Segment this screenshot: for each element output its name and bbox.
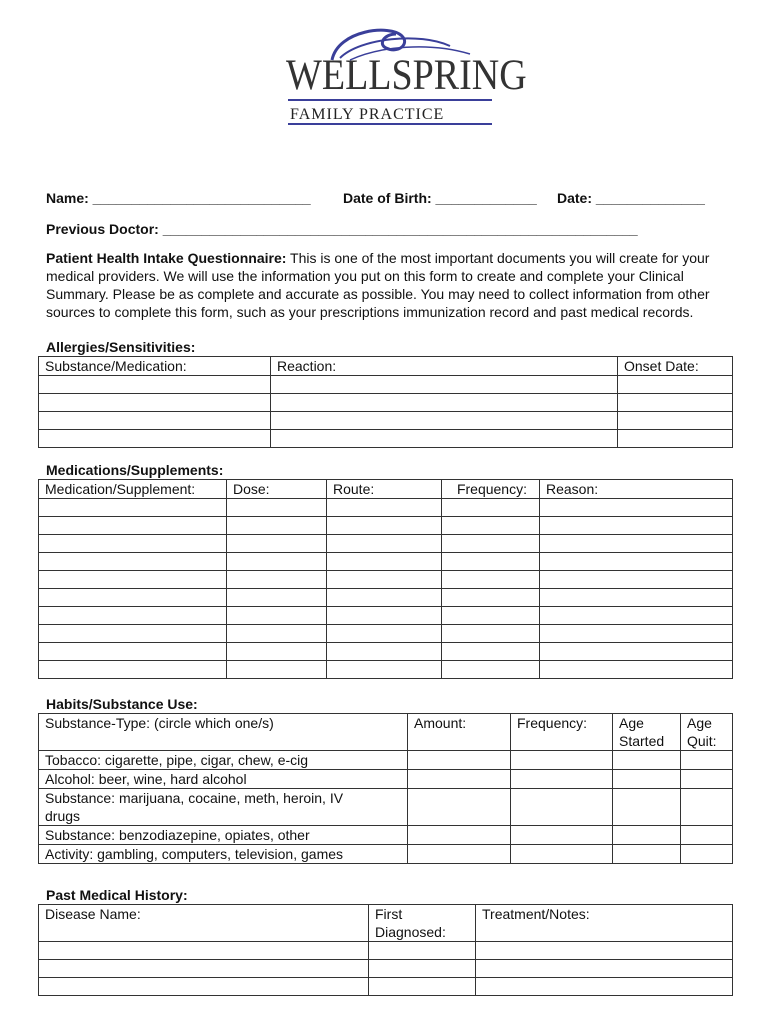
previous-doctor-field[interactable]: Previous Doctor: _____________________________________________________________: [46, 221, 638, 237]
table-cell[interactable]: [39, 625, 227, 643]
table-row: [39, 412, 733, 430]
table-cell[interactable]: [442, 553, 540, 571]
table-row: [39, 394, 733, 412]
table-cell[interactable]: [442, 643, 540, 661]
table-cell[interactable]: [540, 553, 733, 571]
table-cell[interactable]: [540, 535, 733, 553]
medications-title: Medications/Supplements:: [46, 462, 224, 478]
row-label: Alcohol: beer, wine, hard alcohol: [39, 770, 408, 789]
table-row: [39, 770, 733, 789]
table-cell[interactable]: [39, 607, 227, 625]
table-cell[interactable]: [511, 826, 613, 845]
table-cell[interactable]: [540, 661, 733, 679]
table-row: [39, 430, 733, 448]
table-header-row: [39, 357, 733, 376]
table-cell[interactable]: [540, 625, 733, 643]
table-row: [39, 960, 733, 978]
row-label: Activity: gambling, computers, television, games: [39, 845, 408, 864]
table-row: [39, 376, 733, 394]
logo-main-text: WELLSPRING: [286, 51, 527, 100]
table-cell[interactable]: [271, 394, 618, 412]
column-header: Treatment/Notes:: [476, 905, 733, 942]
table-cell[interactable]: [540, 589, 733, 607]
table-header-row: [39, 480, 733, 499]
table-cell[interactable]: [476, 960, 733, 978]
table-row: [39, 789, 733, 826]
table-cell[interactable]: [369, 978, 476, 996]
table-cell[interactable]: [39, 430, 271, 448]
habits-table: [38, 713, 733, 864]
table-row: [39, 643, 733, 661]
table-cell[interactable]: [327, 499, 442, 517]
table-row: [39, 553, 733, 571]
table-cell[interactable]: [618, 430, 733, 448]
table-cell[interactable]: [39, 376, 271, 394]
column-header: Medication/Supplement:: [39, 480, 227, 499]
table-cell[interactable]: [227, 571, 327, 589]
table-row: [39, 826, 733, 845]
medications-table: [38, 479, 733, 679]
column-header: First Diagnosed:: [369, 905, 476, 942]
allergies-title: Allergies/Sensitivities:: [46, 339, 196, 355]
table-cell[interactable]: [613, 751, 681, 770]
table-cell[interactable]: [327, 607, 442, 625]
column-header: Reason:: [540, 480, 733, 499]
table-cell[interactable]: [327, 517, 442, 535]
history-title: Past Medical History:: [46, 887, 188, 903]
table-cell[interactable]: [227, 499, 327, 517]
table-cell[interactable]: [442, 625, 540, 643]
column-header: Reaction:: [271, 357, 618, 376]
table-row: [39, 499, 733, 517]
table-cell[interactable]: [618, 412, 733, 430]
table-cell[interactable]: [369, 960, 476, 978]
table-cell[interactable]: [39, 535, 227, 553]
table-cell[interactable]: [681, 770, 733, 789]
table-cell[interactable]: [39, 978, 369, 996]
row-label: Substance: marijuana, cocaine, meth, heroin, IV drugs: [39, 789, 408, 826]
table-cell[interactable]: [442, 607, 540, 625]
table-cell[interactable]: [613, 845, 681, 864]
table-cell[interactable]: [227, 535, 327, 553]
table-cell[interactable]: [511, 789, 613, 826]
table-cell[interactable]: [681, 845, 733, 864]
table-row: [39, 978, 733, 996]
table-cell[interactable]: [511, 845, 613, 864]
wellspring-logo: [280, 24, 527, 130]
table-cell[interactable]: [540, 571, 733, 589]
table-header-row: [39, 714, 733, 751]
table-cell[interactable]: [408, 789, 511, 826]
date-field[interactable]: Date: ______________: [557, 190, 705, 206]
table-cell[interactable]: [39, 517, 227, 535]
table-cell[interactable]: [227, 643, 327, 661]
column-header: Frequency:: [511, 714, 613, 751]
table-row: [39, 535, 733, 553]
table-cell[interactable]: [618, 376, 733, 394]
table-row: [39, 589, 733, 607]
column-header: Route:: [327, 480, 442, 499]
table-cell[interactable]: [327, 553, 442, 571]
table-cell[interactable]: [442, 571, 540, 589]
table-cell[interactable]: [271, 430, 618, 448]
table-cell[interactable]: [618, 394, 733, 412]
table-header-row: [39, 905, 733, 942]
table-cell[interactable]: [327, 535, 442, 553]
column-header: Amount:: [408, 714, 511, 751]
table-row: [39, 517, 733, 535]
table-cell[interactable]: [511, 770, 613, 789]
column-header: Age Quit:: [681, 714, 733, 751]
allergies-table: [38, 356, 733, 448]
table-cell[interactable]: [511, 751, 613, 770]
table-cell[interactable]: [327, 625, 442, 643]
history-table: [38, 904, 733, 996]
row-label: Tobacco: cigarette, pipe, cigar, chew, e-cig: [39, 751, 408, 770]
table-cell[interactable]: [227, 661, 327, 679]
table-row: [39, 661, 733, 679]
table-row: [39, 942, 733, 960]
intro-text: This is one of the most important documents you will create for your medical providers. We will use the information you put on this form to create and complete your Clinical Summary. Please be as complete and accurate as possible. You may need to collect information from other sources to complete this form, such as your prescriptions immunization record and past medical records.: [46, 250, 710, 320]
name-field[interactable]: Name: ____________________________: [46, 190, 311, 206]
table-cell[interactable]: [613, 826, 681, 845]
table-cell[interactable]: [442, 589, 540, 607]
table-cell[interactable]: [39, 960, 369, 978]
table-cell[interactable]: [369, 942, 476, 960]
column-header: Frequency:: [442, 480, 540, 499]
table-cell[interactable]: [39, 661, 227, 679]
column-header: Age Started: [613, 714, 681, 751]
table-cell[interactable]: [681, 751, 733, 770]
table-cell[interactable]: [476, 978, 733, 996]
table-cell[interactable]: [408, 770, 511, 789]
table-cell[interactable]: [227, 607, 327, 625]
table-cell[interactable]: [540, 517, 733, 535]
table-cell[interactable]: [540, 643, 733, 661]
table-cell[interactable]: [613, 770, 681, 789]
table-cell[interactable]: [327, 571, 442, 589]
row-label: Substance: benzodiazepine, opiates, other: [39, 826, 408, 845]
table-cell[interactable]: [540, 607, 733, 625]
table-cell[interactable]: [681, 826, 733, 845]
table-cell[interactable]: [39, 571, 227, 589]
table-cell[interactable]: [408, 826, 511, 845]
table-row: [39, 751, 733, 770]
table-cell[interactable]: [442, 499, 540, 517]
table-cell[interactable]: [327, 643, 442, 661]
table-cell[interactable]: [613, 789, 681, 826]
table-cell[interactable]: [39, 553, 227, 571]
intro-title: Patient Health Intake Questionnaire:: [46, 250, 287, 266]
table-cell[interactable]: [442, 535, 540, 553]
table-cell[interactable]: [39, 589, 227, 607]
table-cell[interactable]: [271, 412, 618, 430]
table-cell[interactable]: [327, 661, 442, 679]
table-row: [39, 571, 733, 589]
table-cell[interactable]: [39, 499, 227, 517]
column-header: Onset Date:: [618, 357, 733, 376]
date-of-birth-field[interactable]: Date of Birth: _____________: [343, 190, 537, 206]
table-cell[interactable]: [442, 661, 540, 679]
table-cell[interactable]: [39, 394, 271, 412]
table-cell[interactable]: [681, 789, 733, 826]
table-row: [39, 607, 733, 625]
table-cell[interactable]: [476, 942, 733, 960]
table-row: [39, 845, 733, 864]
table-cell[interactable]: [327, 589, 442, 607]
table-cell[interactable]: [442, 517, 540, 535]
column-header: Disease Name:: [39, 905, 369, 942]
table-cell[interactable]: [540, 499, 733, 517]
table-cell[interactable]: [408, 845, 511, 864]
table-cell[interactable]: [39, 942, 369, 960]
logo-sub-text: FAMILY PRACTICE: [290, 106, 445, 123]
table-cell[interactable]: [39, 643, 227, 661]
column-header: Substance/Medication:: [39, 357, 271, 376]
habits-title: Habits/Substance Use:: [46, 696, 198, 712]
table-cell[interactable]: [227, 589, 327, 607]
table-cell[interactable]: [271, 376, 618, 394]
table-cell[interactable]: [227, 517, 327, 535]
table-cell[interactable]: [227, 553, 327, 571]
table-row: [39, 625, 733, 643]
table-cell[interactable]: [39, 412, 271, 430]
column-header: Substance-Type: (circle which one/s): [39, 714, 408, 751]
column-header: Dose:: [227, 480, 327, 499]
table-cell[interactable]: [408, 751, 511, 770]
table-cell[interactable]: [227, 625, 327, 643]
intro-paragraph: [46, 249, 726, 321]
